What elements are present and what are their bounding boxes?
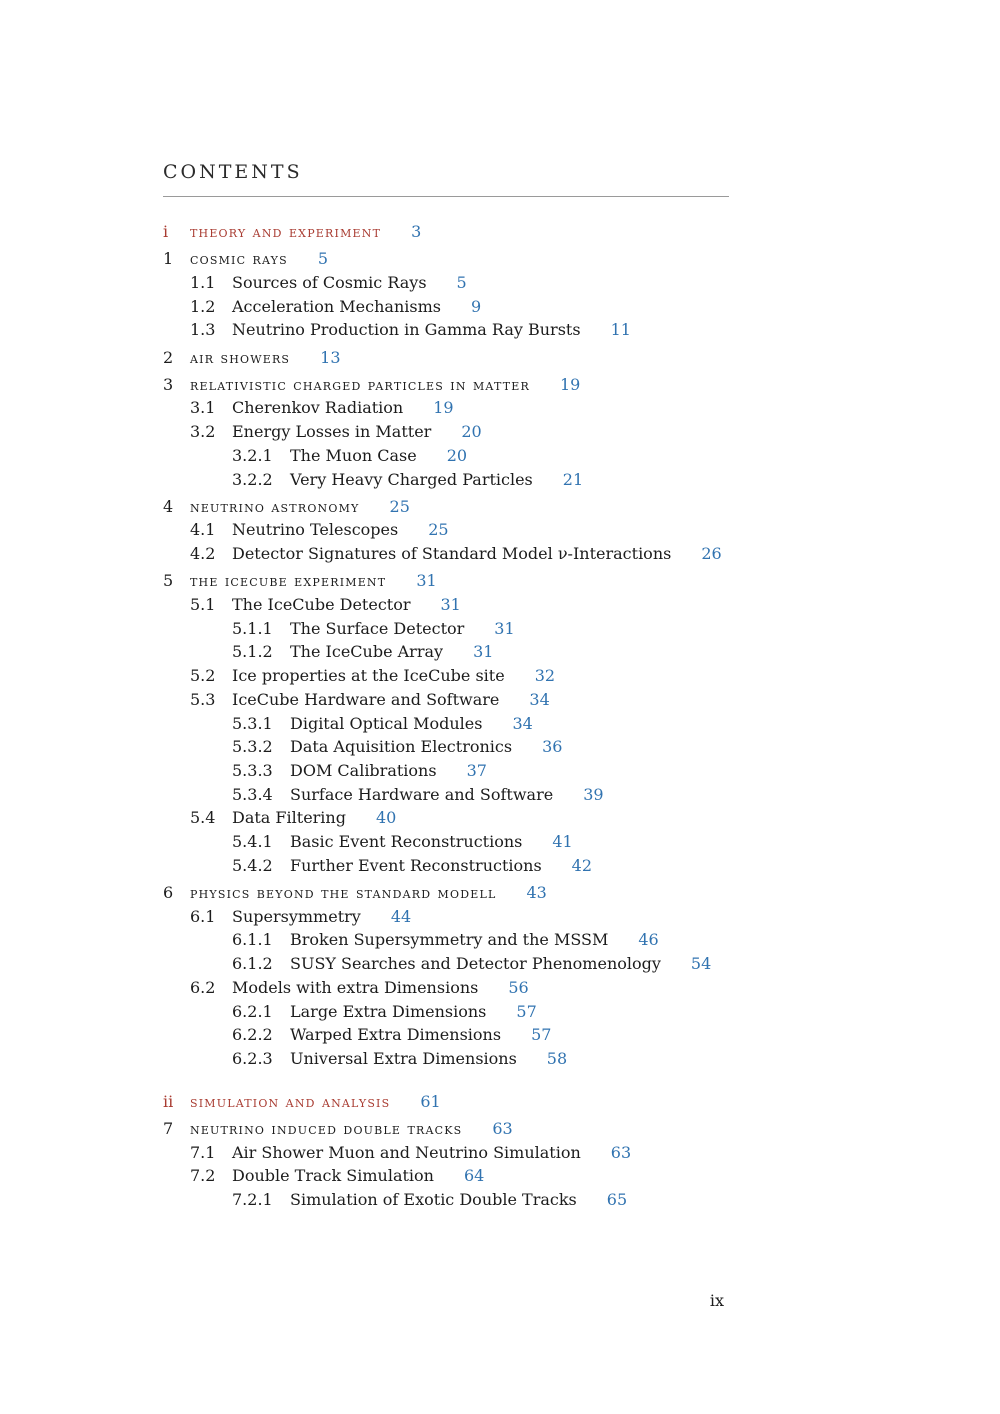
- toc-entry-subsection: [163, 1023, 729, 1047]
- entry-page-number[interactable]: 19: [559, 374, 581, 394]
- toc-entry-subsection: [163, 735, 729, 759]
- toc-entry-section: [163, 905, 729, 929]
- toc-list: [163, 220, 729, 1212]
- entry-number: 5.3: [190, 689, 216, 709]
- entry-number: 5: [163, 571, 174, 591]
- toc-entry-part: [163, 220, 729, 244]
- toc-entry-section: [163, 271, 729, 295]
- entry-page-number[interactable]: 25: [389, 496, 410, 516]
- entry-title: Broken Supersymmetry and the MSSM: [290, 930, 609, 950]
- entry-number: 6.1.1: [232, 930, 273, 950]
- entry-page-number[interactable]: 19: [433, 398, 454, 418]
- entry-title: Large Extra Dimensions: [290, 1001, 487, 1021]
- toc-entry-section: [163, 1141, 729, 1165]
- entry-title: Models with extra Dimensions: [232, 977, 479, 997]
- entry-title: theory and experiment: [190, 222, 382, 241]
- toc-entry-section: [163, 295, 729, 319]
- toc-entry-chapter: [163, 373, 729, 397]
- entry-page-number[interactable]: 32: [534, 666, 556, 686]
- entry-page-number[interactable]: 58: [546, 1048, 568, 1068]
- entry-title: Neutrino Production in Gamma Ray Bursts: [232, 320, 581, 340]
- entry-title: simulation and analysis: [190, 1091, 391, 1111]
- entry-title: DOM Calibrations: [290, 760, 437, 780]
- entry-number: 3.2.1: [232, 445, 273, 465]
- entry-title: SUSY Searches and Detector Phenomenology: [290, 954, 661, 974]
- entry-title: physics beyond the standard modell: [190, 882, 497, 902]
- entry-number: 3.2: [190, 422, 216, 442]
- entry-title: Surface Hardware and Software: [290, 784, 554, 804]
- entry-number: 7: [163, 1118, 174, 1138]
- entry-title: The Surface Detector: [290, 618, 465, 638]
- entry-title: Ice properties at the IceCube site: [232, 666, 505, 686]
- entry-page-number[interactable]: 37: [466, 760, 487, 780]
- toc-entry-subsection: [163, 1000, 729, 1024]
- toc-entry-subsection: [163, 854, 729, 878]
- entry-number: 7.1: [190, 1142, 216, 1162]
- toc-entry-subsection: [163, 952, 729, 976]
- toc-entry-subsection: [163, 1047, 729, 1071]
- toc-entry-subsection: [163, 783, 729, 807]
- entry-number: 6.2: [190, 977, 216, 997]
- entry-number: 5.3.1: [232, 713, 273, 733]
- entry-page-number[interactable]: 31: [416, 571, 437, 591]
- entry-number: 4: [163, 496, 174, 516]
- entry-number: 1.3: [190, 320, 216, 340]
- toc-entry-subsection: [163, 617, 729, 641]
- entry-title: Cherenkov Radiation: [232, 398, 404, 418]
- toc-entry-section: [163, 542, 729, 566]
- toc-entry-subsection: [163, 759, 729, 783]
- toc-entry-section: [163, 664, 729, 688]
- entry-number: 5.1.2: [232, 642, 273, 662]
- entry-number: 7.2: [190, 1166, 216, 1186]
- entry-page-number[interactable]: 44: [390, 906, 412, 926]
- entry-number: 5.3.2: [232, 737, 273, 757]
- footer-page-number: ix: [709, 1291, 724, 1310]
- entry-number: 6.1: [190, 906, 216, 926]
- toc-entry-section: [163, 420, 729, 444]
- entry-number: 1.1: [190, 272, 216, 292]
- entry-number: 4.1: [190, 520, 216, 540]
- toc-entry-subsection: [163, 1188, 729, 1212]
- entry-page-number[interactable]: 36: [542, 737, 563, 757]
- entry-page-number[interactable]: 57: [531, 1025, 552, 1045]
- entry-title: neutrino astronomy: [190, 496, 360, 516]
- title-rule: [163, 196, 729, 197]
- entry-number: 5.1: [190, 595, 216, 615]
- entry-number: 6.1.2: [232, 954, 273, 974]
- entry-page-number[interactable]: 61: [420, 1091, 441, 1111]
- entry-title: Data Aquisition Electronics: [290, 737, 513, 757]
- entry-title: Double Track Simulation: [232, 1166, 434, 1186]
- toc-entry-section: [163, 688, 729, 712]
- entry-title: cosmic rays: [190, 249, 288, 269]
- entry-number: 3.2.2: [232, 469, 273, 489]
- entry-page-number[interactable]: 20: [461, 422, 482, 442]
- entry-title: IceCube Hardware and Software: [232, 689, 500, 709]
- toc-entry-section: [163, 806, 729, 830]
- entry-number: 6.2.2: [232, 1025, 273, 1045]
- entry-number: 1: [163, 249, 174, 269]
- toc-entry-chapter: [163, 1117, 729, 1141]
- entry-page-number[interactable]: 40: [375, 808, 397, 828]
- entry-title: The IceCube Array: [290, 642, 444, 662]
- entry-page-number[interactable]: 42: [571, 855, 593, 875]
- entry-page-number[interactable]: 34: [529, 689, 550, 709]
- entry-page-number[interactable]: 31: [494, 618, 515, 638]
- document-page: [163, 161, 729, 1212]
- entry-title: Detector Signatures of Standard Model ν-Interactions: [232, 544, 672, 564]
- entry-page-number[interactable]: 9: [470, 296, 482, 316]
- toc-entry-subsection: [163, 468, 729, 492]
- entry-title: The IceCube Detector: [232, 595, 411, 615]
- toc-entry-section: [163, 518, 729, 542]
- entry-number: 6: [163, 882, 174, 902]
- entry-title: Air Shower Muon and Neutrino Simulation: [232, 1142, 581, 1162]
- entry-page-number[interactable]: 43: [526, 882, 547, 902]
- entry-number: 5.4.1: [232, 832, 273, 852]
- toc-entry-section: [163, 593, 729, 617]
- entry-page-number[interactable]: 13: [320, 347, 341, 367]
- entry-page-number[interactable]: 20: [446, 445, 468, 465]
- entry-number: 6.2.3: [232, 1048, 273, 1068]
- entry-title: the icecube experiment: [190, 571, 387, 591]
- toc-entry-section: [163, 396, 729, 420]
- entry-number: 3: [163, 374, 174, 394]
- entry-title: Basic Event Reconstructions: [290, 832, 523, 852]
- entry-number: 5.1.1: [232, 618, 273, 638]
- entry-title: relativistic charged particles in matter: [190, 374, 530, 394]
- entry-number: 2: [163, 347, 174, 367]
- entry-title: Supersymmetry: [232, 906, 361, 926]
- entry-page-number[interactable]: 41: [552, 832, 573, 852]
- entry-page-number[interactable]: 3: [411, 222, 422, 241]
- entry-title: Simulation of Exotic Double Tracks: [290, 1189, 577, 1209]
- entry-page-number[interactable]: 5: [317, 249, 329, 269]
- entry-page-number[interactable]: 54: [690, 954, 712, 974]
- entry-title: Data Filtering: [232, 808, 346, 828]
- entry-title: Further Event Reconstructions: [290, 855, 542, 875]
- toc-entry-chapter: [163, 495, 729, 519]
- entry-title: Acceleration Mechanisms: [232, 296, 441, 316]
- entry-title: Energy Losses in Matter: [232, 422, 432, 442]
- entry-page-number[interactable]: 46: [638, 930, 659, 950]
- entry-page-number[interactable]: 31: [473, 642, 494, 662]
- entry-title: Sources of Cosmic Rays: [232, 272, 427, 292]
- toc-entry-subsection: [163, 830, 729, 854]
- entry-title: air showers: [190, 347, 291, 367]
- toc-entry-section: [163, 976, 729, 1000]
- entry-page-number[interactable]: 63: [610, 1142, 632, 1162]
- entry-page-number[interactable]: 11: [610, 320, 631, 340]
- entry-number: 7.2.1: [232, 1189, 273, 1209]
- entry-title: neutrino induced double tracks: [190, 1118, 463, 1138]
- entry-number: 3.1: [190, 398, 216, 418]
- entry-number: 1.2: [190, 296, 216, 316]
- entry-number: 5.4: [190, 808, 216, 828]
- toc-entry-subsection: [163, 640, 729, 664]
- entry-title: Neutrino Telescopes: [232, 520, 399, 540]
- entry-number: 5.3.4: [232, 784, 273, 804]
- entry-title: The Muon Case: [290, 445, 417, 465]
- entry-page-number[interactable]: 56: [508, 977, 529, 997]
- entry-title: Very Heavy Charged Particles: [290, 469, 533, 489]
- entry-number: 5.2: [190, 666, 216, 686]
- entry-number: 5.3.3: [232, 760, 273, 780]
- entry-title: Warped Extra Dimensions: [290, 1025, 502, 1045]
- entry-number: 5.4.2: [232, 855, 273, 875]
- toc-entry-subsection: [163, 444, 729, 468]
- entry-number: ii: [163, 1091, 174, 1111]
- entry-page-number[interactable]: 31: [440, 595, 461, 615]
- toc-entry-chapter: [163, 881, 729, 905]
- toc-entry-chapter: [163, 569, 729, 593]
- toc-entry-section: [163, 1164, 729, 1188]
- entry-page-number[interactable]: 63: [492, 1118, 513, 1138]
- toc-entry-subsection: [163, 712, 729, 736]
- entry-page-number[interactable]: 57: [516, 1001, 537, 1021]
- entry-number: 6.2.1: [232, 1001, 273, 1021]
- page-title: CONTENTS: [163, 161, 303, 183]
- entry-page-number[interactable]: 21: [562, 469, 584, 489]
- toc-entry-section: [163, 318, 729, 342]
- entry-page-number[interactable]: 65: [606, 1189, 628, 1209]
- entry-title: Universal Extra Dimensions: [290, 1048, 517, 1068]
- entry-page-number[interactable]: 5: [456, 272, 467, 292]
- entry-number: 4.2: [190, 544, 216, 564]
- toc-entry-subsection: [163, 928, 729, 952]
- entry-page-number[interactable]: 39: [583, 784, 604, 804]
- entry-title: Digital Optical Modules: [290, 713, 483, 733]
- toc-entry-chapter: [163, 247, 729, 271]
- toc-entry-chapter: [163, 346, 729, 370]
- entry-page-number[interactable]: 25: [428, 520, 449, 540]
- entry-page-number[interactable]: 34: [512, 713, 533, 733]
- entry-number: i: [163, 222, 169, 241]
- toc-entry-part: [163, 1090, 729, 1114]
- entry-page-number[interactable]: 64: [463, 1166, 485, 1186]
- entry-page-number[interactable]: 26: [701, 544, 722, 564]
